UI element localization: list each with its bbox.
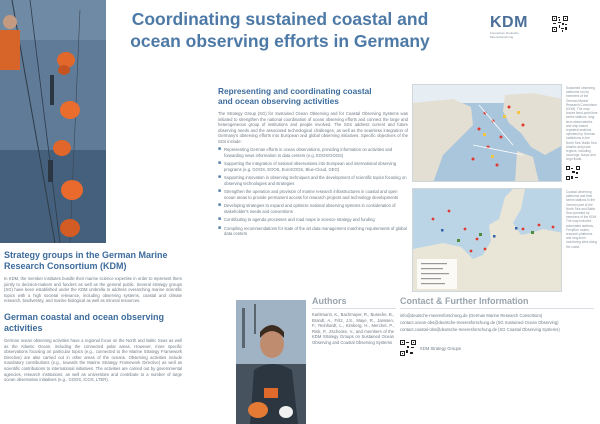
list-item: ■ Contributing to agenda processes and road maps in science strategy and funding <box>218 216 375 223</box>
paragraph-strategy-groups: In KDM, the member institutes bundle their marine science expertise in order to represent them jointly to decision-makers and funders as well as the general public. Several strategy groups (SG) have been established under the KDM umbrella to address overarching marine scientific topics with a high societal relevance, including observing systems, coastal and climate research, biodiversity, and marine biological as well as mineral resources. <box>4 276 182 304</box>
authors-list: Karlsmann, K., Bachmayer, R., Busecke, B., Brandt, A., Fritz, J.S., Maye, R., Janssen, F., Reinhardt, L., Kimberg, H., Merchel, P., Rink, P., Zschocke, V., and members of the KDM Strategy Groups on Sustained Ocean Observing and Coastal Observing Systems <box>312 312 394 345</box>
list-item: ■ Developing strategies to expand and optimize national observing systems in consideration of stakeholder's needs and conventions <box>218 202 396 214</box>
heading-representing-2: and ocean observing activities <box>218 96 339 106</box>
photo-ship-deck <box>0 0 106 243</box>
contact-heading: Contact & Further Information <box>400 296 529 306</box>
map-ocean-illustration <box>413 85 562 182</box>
qr-label: KDM Strategy Groups <box>420 346 461 351</box>
kdm-logo-sub-1: Konsortium Deutsche <box>490 31 519 35</box>
list-item: ■ Representing German efforts in ocean observations, providing information on activities and forwarding news information to data centers (e.g. EOOS/GOOS) <box>218 146 393 158</box>
contact-email-coastal[interactable]: contact.coastal-obs@deutsche-meeresforschung.de (SG Coastal Observing Systems) <box>400 327 560 332</box>
title-line-1: Coordinating sustained coastal and <box>131 9 429 29</box>
heading-german-activities-2: activities <box>4 322 43 333</box>
poster-title <box>110 8 450 60</box>
kdm-logo-sub-2: Meeresforschung <box>490 34 514 39</box>
photo-researcher <box>236 300 306 424</box>
qr-code-icon-contact[interactable] <box>400 340 416 356</box>
authors-divider <box>312 308 396 309</box>
left-column <box>4 250 182 383</box>
kdm-logo-word: KDM <box>490 14 528 31</box>
list-item: ■ Compiling recommendations for state of the art data management matching requirements of global data centers <box>218 224 407 237</box>
kdm-logo <box>490 14 538 40</box>
list-item: ■ Strengthen the operation and provision of marine research infrastructures in coastal and open ocean areas to provide permanent access for research projects and technology developments <box>218 188 399 200</box>
photo-illustration <box>0 0 106 243</box>
heading-representing-1: Representing and coordinating coastal <box>218 86 372 96</box>
list-item: ■ Supporting innovation in observing techniques and the development of scientific topics focusing on observing technologies and strategies <box>218 174 407 186</box>
middle-column <box>218 86 408 237</box>
map-ocean-observing <box>412 84 562 182</box>
title-line-2: ocean observing efforts in Germany <box>130 31 430 51</box>
map-note-2: Coastal observing platforms and time series stations in the German part of the North Sea and Baltic Sea operated by members of the KDM. The map includes automated stations, FerryBox routes, research platforms and long-term monitoring sites along the coast. <box>566 190 598 249</box>
qr-code-icon-top[interactable] <box>552 16 568 32</box>
photo-researcher-illustration <box>236 300 306 424</box>
heading-strategy-groups-2: Research Consortium (KDM) <box>4 261 127 271</box>
contact-divider <box>400 308 594 309</box>
map-coastal-illustration <box>413 189 562 292</box>
qr-code-icon-map-1[interactable] <box>566 166 580 180</box>
paragraph-intro: The Strategy Group (SG) for Sustained Ocean Observing and for Coastal Observing Systems was initiated to strengthen the national coordination of ocean observing efforts and connect the large and heterogeneous group of institutions and people involved. The SGs address current and future observing needs and the associated technological challenges, as well as the seamless integration of Germany's observing efforts into European and global observing initiatives. Specific objectives of the SGs include: <box>218 111 408 144</box>
heading-german-activities-1: German coastal and ocean observing <box>4 311 165 322</box>
contact-email-ocean[interactable]: contact.ocean-obs@deutsche-meeresforschung.de (SG Sustained Ocean Observing) <box>400 320 559 325</box>
paragraph-german-activities: German ocean observing activities have a regional focus on the North and Baltic Seas as well as the Atlantic Ocean, including the connected polar areas. However, more specific observations focusing on particular topics (e.g., connected to the Marine Strategy Framework Directive) are also carried out in other areas of the oceans. Observing activities include mandatory contributions (e.g., towards the Marine Strategy Framework Directive) as well as scientific contributions to international initiatives. The activities are carried out by governmental agencies, research institutions, as well as universities and contribute to a number of large ocean observation initiatives (e.g., GOOS, ICOS, LTER). <box>4 337 182 383</box>
heading-strategy-groups-1: Strategy groups in the German Marine <box>4 250 168 260</box>
contact-email-kdm[interactable]: info@deutsche-meeresforschung.de (German Marine Research Consortium) <box>400 313 543 318</box>
map-note-1: Sustained observing platforms run by members of the German Marine Research Consortium (KDM). The map shows fixed-point time series stations, long-term observatories and ship-based repeated sections operated by German institutions in the North Sea, Baltic Sea, Atlantic and polar regions, including moorings, buoys and Argo floats. <box>566 86 598 162</box>
authors-heading: Authors <box>312 296 347 306</box>
list-item: ■ Supporting the integration of national observations into European and international observing programs (e.g. GOOS, EOOS, EuroGOOS, Blue-Cloud, GEO) <box>218 160 397 172</box>
map-coastal-observing <box>412 188 562 292</box>
